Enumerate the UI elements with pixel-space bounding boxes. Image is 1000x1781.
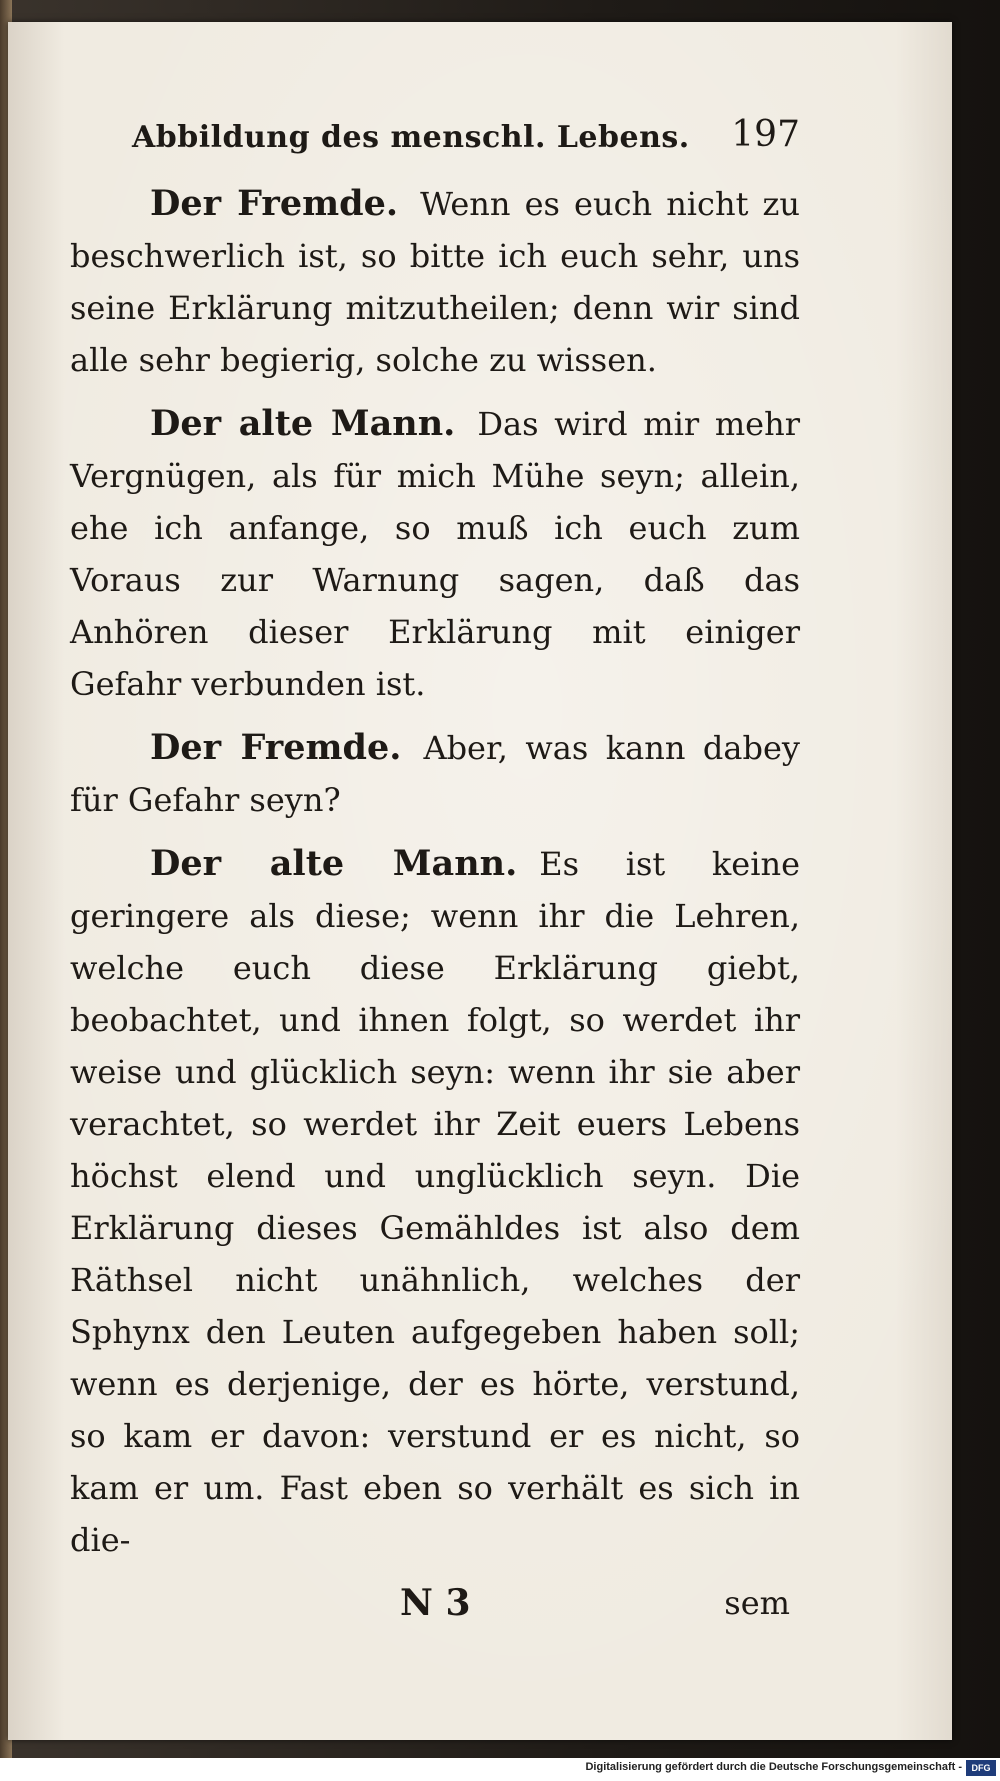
dialogue-paragraph [70, 722, 800, 826]
page-text-block [70, 112, 800, 1634]
dialogue-paragraph [70, 178, 800, 386]
speaker-label: Der Fremde. [150, 727, 402, 768]
page-number: 197 [731, 114, 800, 155]
speaker-label: Der alte Mann. [150, 843, 518, 884]
running-title: Abbildung des menschl. Lebens. [132, 120, 690, 155]
speaker-label: Der alte Mann. [150, 403, 456, 444]
catchword: sem [724, 1584, 790, 1622]
dialogue-paragraph [70, 838, 800, 1566]
digitization-credit-bar [0, 1758, 1000, 1781]
page-header [70, 112, 800, 172]
paragraph-text: Wenn es euch nicht zu beschwerlich ist, so bitte ich euch sehr, uns seine Erklärung mitzutheilen; denn wir sind alle sehr begierig, solche zu wissen. [70, 185, 800, 379]
dfg-logo[interactable]: DFG [966, 1760, 996, 1776]
paragraph-text: Aber, was kann dabey für Gefahr seyn? [70, 729, 800, 819]
signature-mark: N 3 [400, 1582, 471, 1624]
speaker-label: Der Fremde. [150, 183, 399, 224]
page-footer [70, 1578, 800, 1634]
paragraph-text: Das wird mir mehr Vergnügen, als für mich Mühe seyn; allein, ehe ich anfange, so muß ich euch zum Voraus zur Warnung sagen, daß das Anhören dieser Erklärung mit einiger Gefahr verbunden ist. [70, 405, 801, 703]
dialogue-paragraph [70, 398, 800, 710]
paragraph-text: Es ist keine geringere als diese; wenn ihr die Lehren, welche euch diese Erklärung giebt, beobachtet, und ihnen folgt, so werdet ihr weise und glücklich seyn: wenn ihr sie aber verachtet, so werdet ihr Zeit euers Lebens höchst elend und unglücklich seyn. Die Erklärung dieses Gemähldes ist also dem Räthsel nicht unähnlich, welches der Sphynx den Leuten aufgegeben haben soll; wenn es derjenige, der es hörte, verstund, so kam er davon: verstund er es nicht, so kam er um. Fast eben so verhält es sich in die- [70, 845, 800, 1559]
funding-note: Digitalisierung gefördert durch die Deutsche Forschungsgemeinschaft - [585, 1761, 962, 1773]
